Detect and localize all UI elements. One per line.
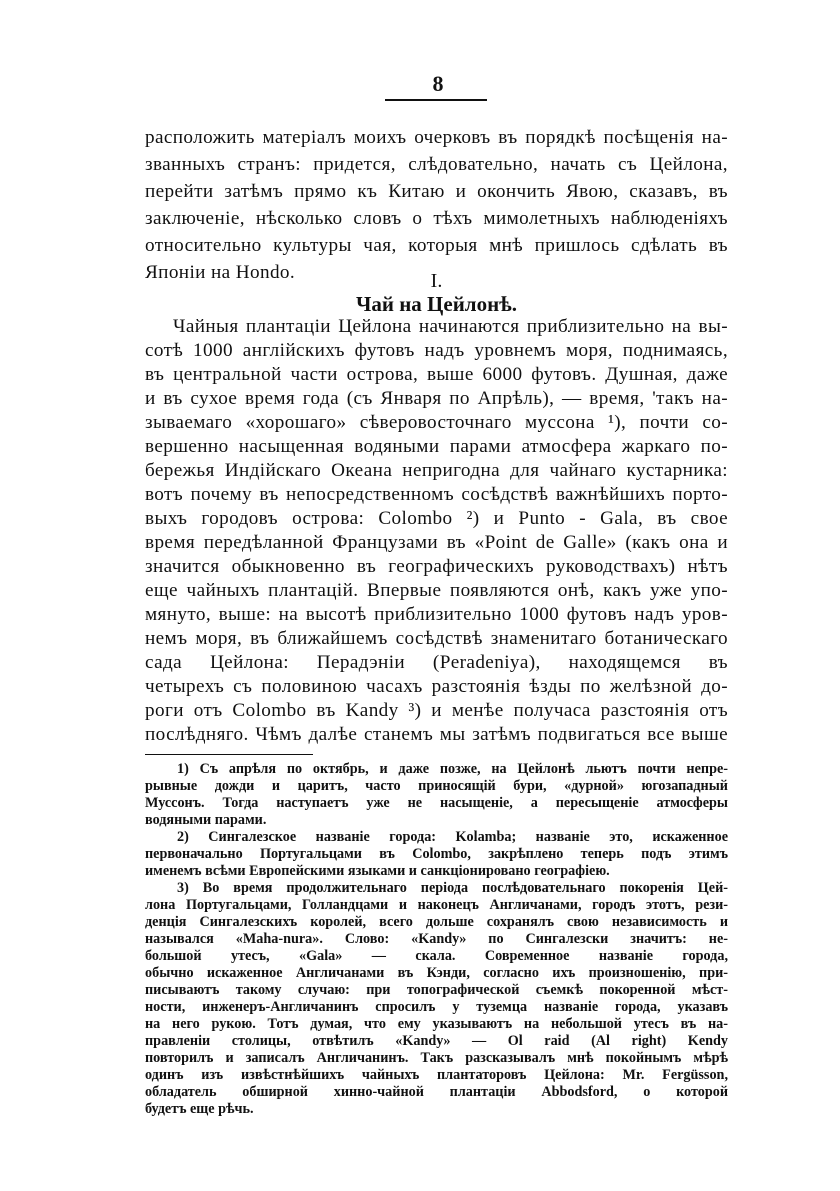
- footnote-line: обладатель обширной хинно-чайной плантаціи Abbodsford, о которой: [145, 1084, 728, 1100]
- section-number: I.: [430, 270, 443, 292]
- text-line: вотъ почему въ непосредственномъ сосѣдствѣ важнѣйшихъ порто-: [145, 484, 728, 505]
- section-title: Чай на Цейлонѣ.: [355, 292, 518, 316]
- footnote-line: 1) Съ апрѣля по октябрь, и даже позже, на Цейлонѣ льютъ почти непре-: [177, 761, 728, 777]
- footnote-line: одинъ изъ извѣстнѣйшихъ чайныхъ плантаторовъ Цейлона: Mr. Fergüsson,: [145, 1067, 728, 1083]
- text-line: сотѣ 1000 англійскихъ футовъ надъ уровнемъ моря, поднимаясь,: [145, 340, 728, 361]
- footnote-line: денція Сингалезскихъ королей, всего дольше сохранялъ свою независимость и: [145, 914, 728, 930]
- footnote-line: большой утесъ, «Gala» — скала. Современное названіе города,: [145, 948, 728, 964]
- text-line: мянуто, выше: на высотѣ приблизительно 1000 футовъ надъ уров-: [145, 604, 728, 625]
- footnote-line: будетъ еще рѣчь.: [145, 1101, 254, 1117]
- footnote-line: 3) Во время продолжительнаго періода послѣдовательнаго покоренія Цей-: [177, 880, 728, 896]
- footnote-line: водяными парами.: [145, 812, 267, 828]
- text-line: послѣдняго. Чѣмъ далѣе станемъ мы затѣмъ подвигаться все выше: [145, 724, 728, 745]
- text-line: зываемаго «хорошаго» сѣверовосточнаго муссона ¹), почти со-: [145, 412, 728, 433]
- footnote-line: первоначально Португальцами въ Colombo, закрѣплено теперь подъ этимъ: [145, 846, 728, 862]
- footnote-line: ности, инженеръ-Англичанинъ спросилъ у туземца названіе города, указавъ: [145, 999, 728, 1015]
- text-line: Чайныя плантаціи Цейлона начинаются приблизительно на вы-: [173, 316, 728, 337]
- page-number-rule: [385, 99, 487, 101]
- text-line: заключеніе, нѣсколько словъ о тѣхъ мимолетныхъ наблюденіяхъ: [145, 208, 728, 229]
- text-line: расположить матеріалъ моихъ очерковъ въ порядкѣ посѣщенія на-: [145, 127, 728, 148]
- text-line: бережья Индійскаго Океана непригодна для чайнаго кустарника:: [145, 460, 728, 481]
- footnote-line: рывные дожди и царитъ, часто приносящій бури, «дурной» югозападный: [145, 778, 728, 794]
- text-line: время передѣланной Французами въ «Point de Galle» (какъ она и: [145, 532, 728, 553]
- page-number: 8: [432, 71, 444, 96]
- text-line: еще чайныхъ плантацій. Впервые появляются онѣ, какъ уже упо-: [145, 580, 728, 601]
- text-line: немъ моря, въ ближайшемъ сосѣдствѣ знаменитаго ботаническаго: [145, 628, 728, 649]
- footnote-separator: [145, 754, 313, 755]
- text-line: Японіи на Hondo.: [145, 262, 296, 283]
- footnote-line: повторилъ и записалъ Англичанинъ. Такъ разсказывалъ мнѣ покойнымъ мѣрѣ: [145, 1050, 728, 1066]
- text-line: роги отъ Colombo въ Kandy ³) и менѣе получаса разстоянія отъ: [145, 700, 728, 721]
- text-line: вершенно насыщенная водяными парами атмосфера жаркаго по-: [145, 436, 728, 457]
- text-line: и въ сухое время года (съ Января по Апрѣль), — время, 'такъ на-: [145, 388, 728, 409]
- footnote-line: лона Португальцами, Голландцами и наконецъ Англичанами, городъ этотъ, рези-: [145, 897, 728, 913]
- footnote-line: Муссонъ. Тогда наступаетъ уже не насыщеніе, а пересыщеніе атмосферы: [145, 795, 728, 811]
- text-line: перейти затѣмъ прямо къ Китаю и окончить Явою, сказавъ, въ: [145, 181, 728, 202]
- text-line: относительно культуры чая, которыя мнѣ пришлось сдѣлать въ: [145, 235, 728, 256]
- footnote-line: обычно искаженное Англичанами въ Кэнди, согласно ихъ произношенію, при-: [145, 965, 728, 981]
- text-line: выхъ городовъ острова: Colombo ²) и Punto - Gala, въ свое: [145, 508, 728, 529]
- footnote-line: писываютъ такому случаю: при топографической съемкѣ покоренной мѣст-: [145, 982, 728, 998]
- text-line: четырехъ съ половиною часахъ разстоянія ѣзды по желѣзной до-: [145, 676, 728, 697]
- footnote-line: именемъ всѣми Европейскими языками и санкціонировано географіею.: [145, 863, 610, 879]
- text-line: сада Цейлона: Перадэніи (Peradeniya), находящемся въ: [145, 652, 728, 673]
- footnote-line: на него рукою. Тотъ думая, что ему указываютъ на небольшой утесъ въ на-: [145, 1016, 728, 1032]
- footnote-line: назывался «Maha-nura». Слово: «Kandy» по Сингалезски значитъ: не-: [145, 931, 728, 947]
- footnote-line: 2) Сингалезское названіе города: Kolamba; названіе это, искаженное: [177, 829, 728, 845]
- text-line: званныхъ странъ: придется, слѣдовательно, начать съ Цейлона,: [145, 154, 728, 175]
- text-line: въ центральной части острова, выше 6000 футовъ. Душная, даже: [145, 364, 728, 385]
- footnote-line: правленіи столицы, отвѣтилъ «Kandy» — Ol raid (Al right) Kendy: [145, 1033, 728, 1049]
- text-line: значится обыкновенно въ географическихъ руководствахъ) нѣтъ: [145, 556, 728, 577]
